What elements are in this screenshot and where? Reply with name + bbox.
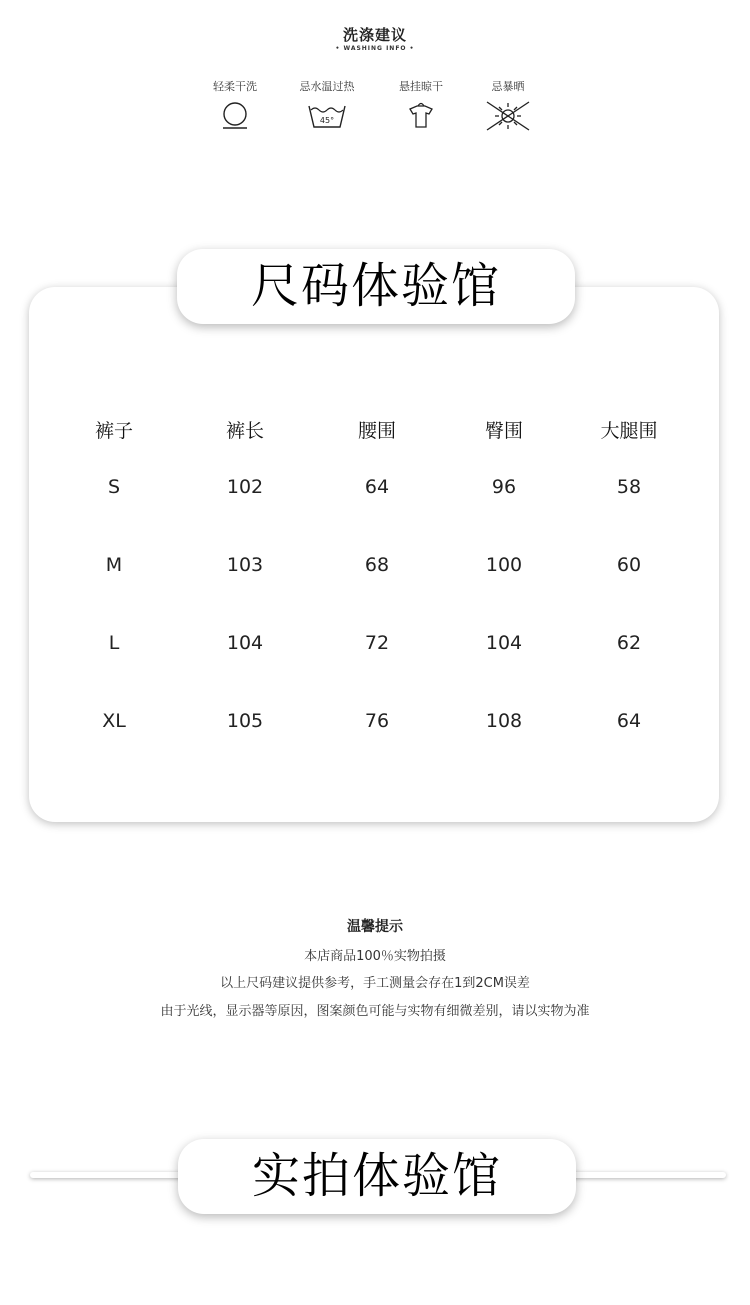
washing-title: 洗涤建议	[342, 26, 407, 44]
tips-line: 本店商品100％实物拍摄	[304, 949, 446, 964]
divider-left	[30, 1172, 190, 1178]
table-cell: 96	[491, 476, 517, 498]
table-cell: 104	[226, 632, 264, 654]
table-cell: 60	[616, 554, 642, 576]
wash-temp-text: 45°	[319, 116, 335, 125]
table-cell: 105	[226, 710, 264, 732]
table-cell: 104	[485, 632, 523, 654]
wash-45-icon	[306, 100, 348, 130]
wash-item-dry-clean	[195, 78, 275, 130]
table-cell: XL	[102, 710, 126, 732]
washing-subtitle: • WASHING INFO •	[335, 45, 415, 52]
size-table-card	[29, 287, 719, 822]
table-cell: M	[105, 554, 123, 576]
divider-right	[560, 1172, 726, 1178]
wash-item-hang-dry	[381, 78, 461, 130]
wash-item-wash-temp	[287, 78, 367, 130]
dry-clean-icon	[220, 100, 250, 130]
table-cell: 64	[616, 710, 642, 732]
hang-dry-icon	[406, 100, 436, 130]
tips-line: 以上尺码建议提供参考，手工测量会存在1到2CM误差	[220, 976, 530, 991]
size-section-title: 尺码体验馆	[177, 249, 575, 324]
wash-label: 轻柔干洗	[213, 80, 257, 93]
table-cell: 76	[364, 710, 390, 732]
table-cell: S	[107, 476, 121, 498]
photo-section-title: 实拍体验馆	[178, 1139, 576, 1214]
table-cell: L	[108, 632, 120, 654]
table-cell: 58	[616, 476, 642, 498]
table-cell: 103	[226, 554, 264, 576]
tips-title: 温馨提示	[347, 919, 403, 935]
table-header-cell: 裤长	[225, 420, 264, 442]
wash-label: 忌暴晒	[491, 80, 525, 93]
no-sun-icon	[485, 100, 531, 132]
table-header-cell: 裤子	[94, 420, 133, 442]
wash-item-no-sun	[468, 78, 548, 132]
table-cell: 68	[364, 554, 390, 576]
table-cell: 108	[485, 710, 523, 732]
table-cell: 62	[616, 632, 642, 654]
table-cell: 72	[364, 632, 390, 654]
table-header-cell: 腰围	[357, 420, 396, 442]
table-header-cell: 臀围	[484, 420, 523, 442]
table-cell: 64	[364, 476, 390, 498]
tips-line: 由于光线，显示器等原因，图案颜色可能与实物有细微差别，请以实物为准	[160, 1004, 590, 1019]
table-cell: 102	[226, 476, 264, 498]
table-header-cell: 大腿围	[600, 420, 658, 442]
wash-label: 忌水温过热	[299, 80, 355, 93]
table-cell: 100	[485, 554, 523, 576]
wash-label: 悬挂晾干	[399, 80, 443, 93]
